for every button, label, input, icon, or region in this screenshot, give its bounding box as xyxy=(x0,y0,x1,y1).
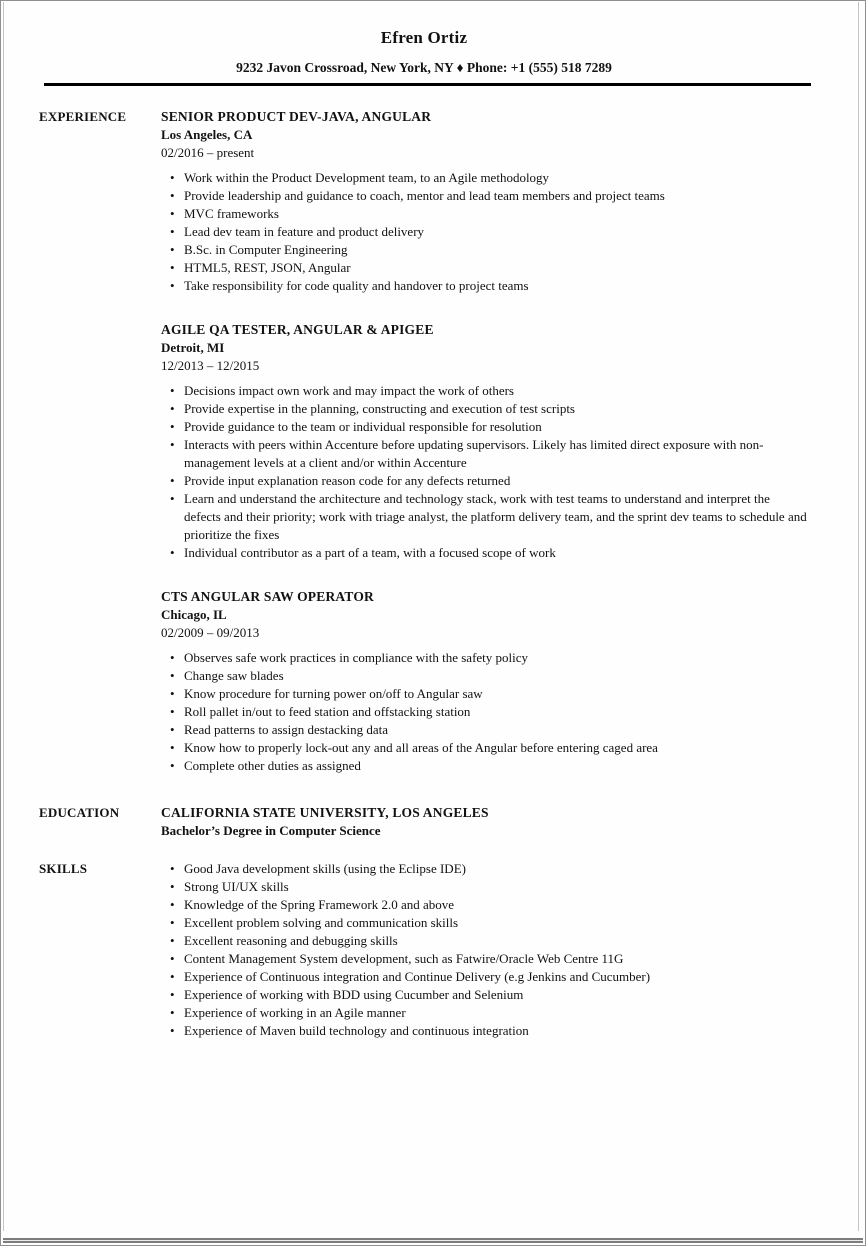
section-label-skills: SKILLS xyxy=(39,861,88,876)
bullet-item: • Excellent reasoning and debugging skills xyxy=(161,932,809,950)
bullet-item: • Take responsibility for code quality and handover to project teams xyxy=(161,277,809,295)
bullet-item: • Lead dev team in feature and product delivery xyxy=(161,223,809,241)
bullet-item: • Strong UI/UX skills xyxy=(161,878,809,896)
job-bullet-list xyxy=(161,649,809,775)
section-skills xyxy=(39,859,809,1040)
contact-line: 9232 Javon Crossroad, New York, NY ♦ Phone: +1 (555) 518 7289 xyxy=(236,60,612,75)
experience-content xyxy=(161,107,809,775)
bullet-item: • Change saw blades xyxy=(161,667,809,685)
resume-document xyxy=(1,1,865,1040)
header-divider xyxy=(44,83,811,86)
person-name: Efren Ortiz xyxy=(380,28,468,47)
bullet-item: • Provide input explanation reason code for any defects returned xyxy=(161,472,809,490)
bullet-item: • Individual contributor as a part of a team, with a focused scope of work xyxy=(161,544,809,562)
bullet-item: • Know procedure for turning power on/off to Angular saw xyxy=(161,685,809,703)
section-label-experience: EXPERIENCE xyxy=(39,109,127,124)
bullet-item: • Good Java development skills (using the Eclipse IDE) xyxy=(161,860,809,878)
education-content xyxy=(161,803,809,840)
school-name: CALIFORNIA STATE UNIVERSITY, LOS ANGELES xyxy=(161,805,489,820)
section-education xyxy=(39,803,809,840)
job-bullet-list xyxy=(161,169,809,295)
job-location: Chicago, IL xyxy=(161,607,227,622)
bullet-item: • MVC frameworks xyxy=(161,205,809,223)
skills-bullet-list xyxy=(161,860,809,1040)
bullet-item: • Roll pallet in/out to feed station and offstacking station xyxy=(161,703,809,721)
bullet-item: • Content Management System development, such as Fatwire/Oracle Web Centre 11G xyxy=(161,950,809,968)
bullet-item: • Excellent problem solving and communication skills xyxy=(161,914,809,932)
bullet-item: • Know how to properly lock-out any and all areas of the Angular before entering caged area xyxy=(161,739,809,757)
job-bullet-list xyxy=(161,382,809,562)
bullet-item: • Provide guidance to the team or individual responsible for resolution xyxy=(161,418,809,436)
bullet-item: • Learn and understand the architecture and technology stack, work with test teams to understand and interpret the defects and their priority; work with triage analyst, the platform delivery team, and the sprint dev teams to schedule and prioritize the fixes xyxy=(161,490,809,544)
job-location: Detroit, MI xyxy=(161,340,225,355)
bullet-item: • Complete other duties as assigned xyxy=(161,757,809,775)
job-title: AGILE QA TESTER, ANGULAR & APIGEE xyxy=(161,322,434,337)
bullet-item: • Experience of Continuous integration and Continue Delivery (e.g Jenkins and Cucumber) xyxy=(161,968,809,986)
bullet-item: • Interacts with peers within Accenture before updating supervisors. Likely has limited direct exposure with non-management levels at a client and/or within Accenture xyxy=(161,436,809,472)
bullet-item: • Experience of working in an Agile manner xyxy=(161,1004,809,1022)
job-dates: 02/2016 – present xyxy=(161,145,255,160)
job-title: SENIOR PRODUCT DEV-JAVA, ANGULAR xyxy=(161,109,432,124)
section-experience xyxy=(39,107,809,775)
skills-content xyxy=(161,859,809,1040)
degree: Bachelor’s Degree in Computer Science xyxy=(161,823,381,838)
bullet-item: • Provide expertise in the planning, constructing and execution of test scripts xyxy=(161,400,809,418)
bullet-item: • Knowledge of the Spring Framework 2.0 and above xyxy=(161,896,809,914)
job-entry xyxy=(161,320,809,562)
bullet-item: • Experience of working with BDD using Cucumber and Selenium xyxy=(161,986,809,1004)
bullet-item: • Provide leadership and guidance to coach, mentor and lead team members and project teams xyxy=(161,187,809,205)
page-bottom-edge xyxy=(3,1238,863,1243)
bullet-item: • Observes safe work practices in compliance with the safety policy xyxy=(161,649,809,667)
job-entry xyxy=(161,107,809,295)
bullet-item: • HTML5, REST, JSON, Angular xyxy=(161,259,809,277)
job-dates: 12/2013 – 12/2015 xyxy=(161,358,260,373)
resume-header xyxy=(39,27,809,86)
bullet-item: • Read patterns to assign destacking data xyxy=(161,721,809,739)
job-title: CTS ANGULAR SAW OPERATOR xyxy=(161,589,374,604)
job-dates: 02/2009 – 09/2013 xyxy=(161,625,260,640)
job-location: Los Angeles, CA xyxy=(161,127,253,142)
bullet-item: • Decisions impact own work and may impact the work of others xyxy=(161,382,809,400)
bullet-item: • Work within the Product Development team, to an Agile methodology xyxy=(161,169,809,187)
bullet-item: • B.Sc. in Computer Engineering xyxy=(161,241,809,259)
bullet-item: • Experience of Maven build technology and continuous integration xyxy=(161,1022,809,1040)
job-entry xyxy=(161,587,809,775)
section-label-education: EDUCATION xyxy=(39,805,120,820)
